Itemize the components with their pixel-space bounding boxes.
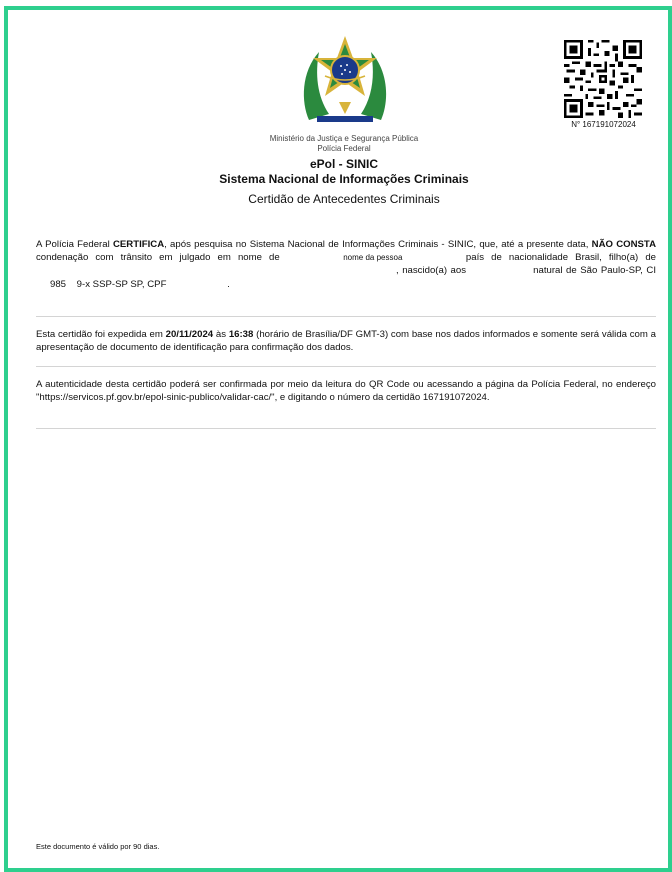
text-segment: às [213,329,229,340]
issue-time: 16:38 [228,329,254,340]
certificate-page [8,10,668,868]
divider [36,366,656,367]
text-segment: condenação com trânsito em julgado em nome de [36,252,287,264]
divider [36,316,656,317]
text-segment: país de nacionalidade Brasil, filho(a) de [458,252,656,264]
text-segment: . [227,278,230,290]
certifica-keyword: CERTIFICA [112,239,165,250]
document-title: Certidão de Antecedentes Criminais [248,192,440,206]
issuance-paragraph [36,328,656,354]
text-segment: A Polícia Federal [36,239,113,250]
agency-name: Polícia Federal [317,144,371,153]
authenticity-paragraph: A autenticidade desta certidão poderá ser confirmada por meio da leitura do QR Code ou acessando a página da Polícia Federal, no endereço "https://servicos.pf.gov.br/epol-sinic-publico/validar-cac/", e digitando o número da certidão 167191072024. [36,379,656,404]
ci-fragment: 985 [50,278,67,290]
text-segment: , após pesquisa no Sistema Nacional de Informações Criminais - SINIC, que, até a presente data, [164,239,592,250]
ministry-name: Ministério da Justiça e Segurança Pública [269,134,419,143]
text-segment: Esta certidão foi expedida em [36,329,166,340]
text-segment: (horário de Brasília/DF GMT-3) com base nos dados informados e somente será válida com a apresentação de documento de identificação para confirmação dos dados. [36,329,657,354]
document-frame [4,6,672,872]
nao-consta-keyword: NÃO CONSTA [591,239,657,250]
certification-paragraph [36,238,656,291]
system-full-name: Sistema Nacional de Informações Criminais [219,172,469,186]
text-segment: 9-x SSP-SP SP, CPF [74,278,170,290]
qr-code-icon [564,40,642,118]
issue-date: 20/11/2024 [165,329,214,340]
text-segment: natural de São Paulo-SP, CI [529,265,656,277]
divider [36,428,656,429]
coat-of-arms-icon [295,32,395,132]
certificate-number: N° 167191072024 [571,120,636,129]
validity-note: Este documento é válido por 90 dias. [36,842,160,851]
system-short-name: ePol - SINIC [309,157,378,171]
person-name-placeholder: nome da pessoa [343,253,403,263]
text-segment: , nascido(a) aos [396,265,470,277]
